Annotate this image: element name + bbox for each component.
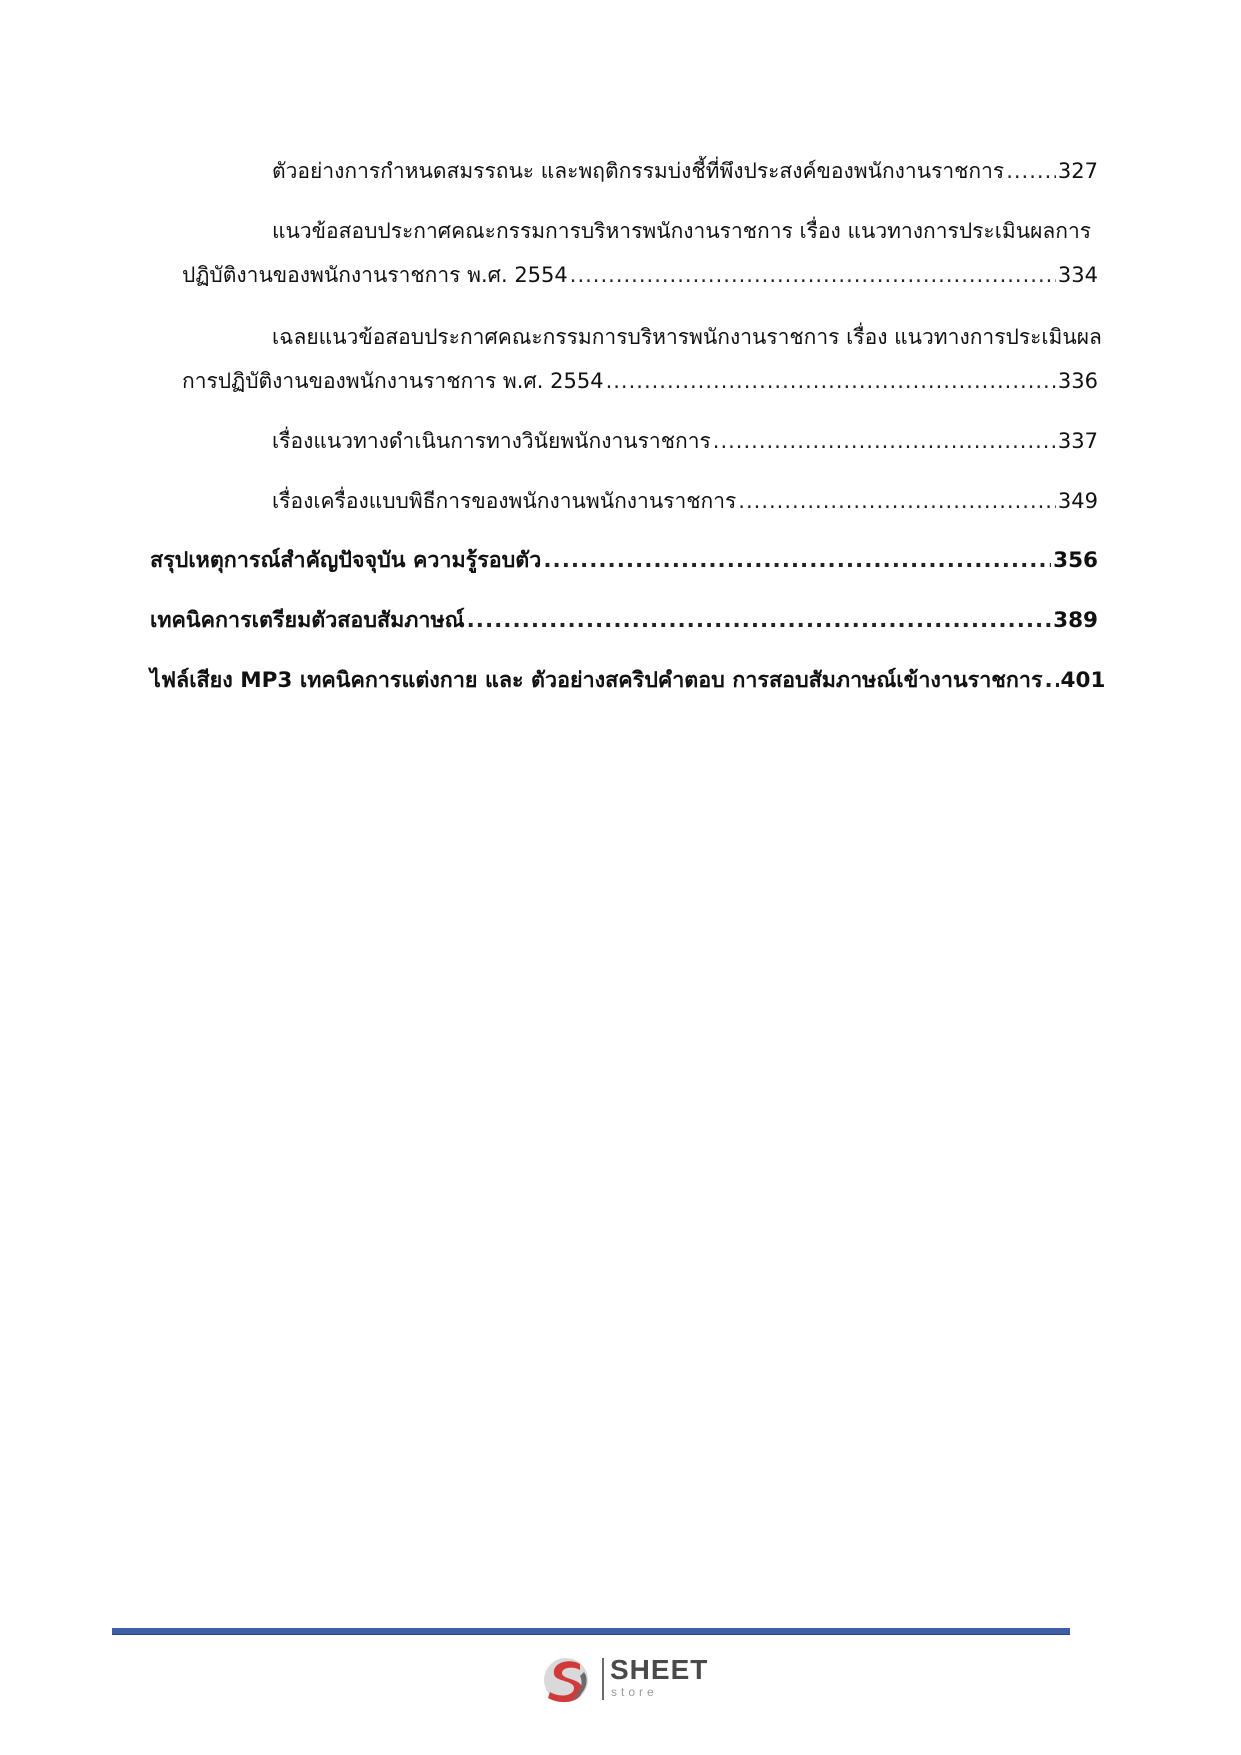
toc-entry[interactable] xyxy=(150,546,1098,576)
toc-page-number: 336 xyxy=(1057,369,1098,393)
toc-entry-title: เทคนิคการเตรียมตัวสอบสัมภาษณ์ xyxy=(150,608,465,633)
toc-entry-title-line2: ปฏิบัติงานของพนักงานราชการ พ.ศ. 2554 xyxy=(182,263,568,287)
toc-entry-title: ตัวอย่างการกำหนดสมรรถนะ และพฤติกรรมบ่งชี้ที่พึงประสงค์ของพนักงานราชการ xyxy=(272,159,1005,183)
toc-entry-title: ไฟล์เสียง MP3 เทคนิคการแต่งกาย และ ตัวอย่างสคริปคำตอบ การสอบสัมภาษณ์เข้างานราชการ xyxy=(150,668,1043,693)
toc-entry[interactable] xyxy=(150,666,1106,696)
toc-entry[interactable] xyxy=(272,486,1098,516)
toc-entry[interactable] xyxy=(150,606,1098,636)
toc-page-number: 334 xyxy=(1057,263,1098,287)
sheet-store-logo xyxy=(540,1652,710,1708)
dot-leader xyxy=(713,426,1056,456)
toc-entry[interactable] xyxy=(182,216,1098,290)
toc-entry-title-line2: การปฏิบัติงานของพนักงานราชการ พ.ศ. 2554 xyxy=(182,369,604,393)
logo-brand-subtext: store xyxy=(611,1685,658,1699)
toc-page-number: 327 xyxy=(1057,159,1098,183)
sheet-store-s-icon xyxy=(540,1652,596,1708)
toc-entry-title: สรุปเหตุการณ์สำคัญปัจจุบัน ความรู้รอบตัว xyxy=(150,548,542,573)
toc-entry[interactable] xyxy=(272,156,1098,186)
toc-entry[interactable] xyxy=(182,322,1102,396)
toc-entry-title-line1: แนวข้อสอบประกาศคณะกรรมการบริหารพนักงานราชการ เรื่อง แนวทางการประเมินผลการ xyxy=(272,219,1092,243)
logo-separator xyxy=(602,1658,604,1700)
toc-page-number: 337 xyxy=(1057,429,1098,453)
toc-entry-title: เรื่องเครื่องแบบพิธีการของพนักงานพนักงานราชการ xyxy=(272,489,737,513)
toc-entry-title-line1: เฉลยแนวข้อสอบประกาศคณะกรรมการบริหารพนักงานราชการ เรื่อง แนวทางการประเมินผล xyxy=(272,325,1102,349)
toc-page-number: 401 xyxy=(1060,668,1106,693)
logo-brand-text: SHEET xyxy=(610,1654,709,1685)
dot-leader xyxy=(1006,156,1056,186)
dot-leader xyxy=(570,260,1056,290)
dot-leader xyxy=(606,366,1056,396)
footer-rule xyxy=(112,1628,1070,1635)
toc-page-number: 356 xyxy=(1053,548,1098,573)
toc-page-number: 389 xyxy=(1053,608,1098,633)
toc-page-number: 349 xyxy=(1057,489,1098,513)
toc-entry[interactable] xyxy=(272,426,1098,456)
toc-entry-title: เรื่องแนวทางดำเนินการทางวินัยพนักงานราชการ xyxy=(272,429,711,453)
dot-leader xyxy=(1045,666,1059,696)
dot-leader xyxy=(738,486,1056,516)
dot-leader xyxy=(467,606,1051,636)
dot-leader xyxy=(543,546,1051,576)
